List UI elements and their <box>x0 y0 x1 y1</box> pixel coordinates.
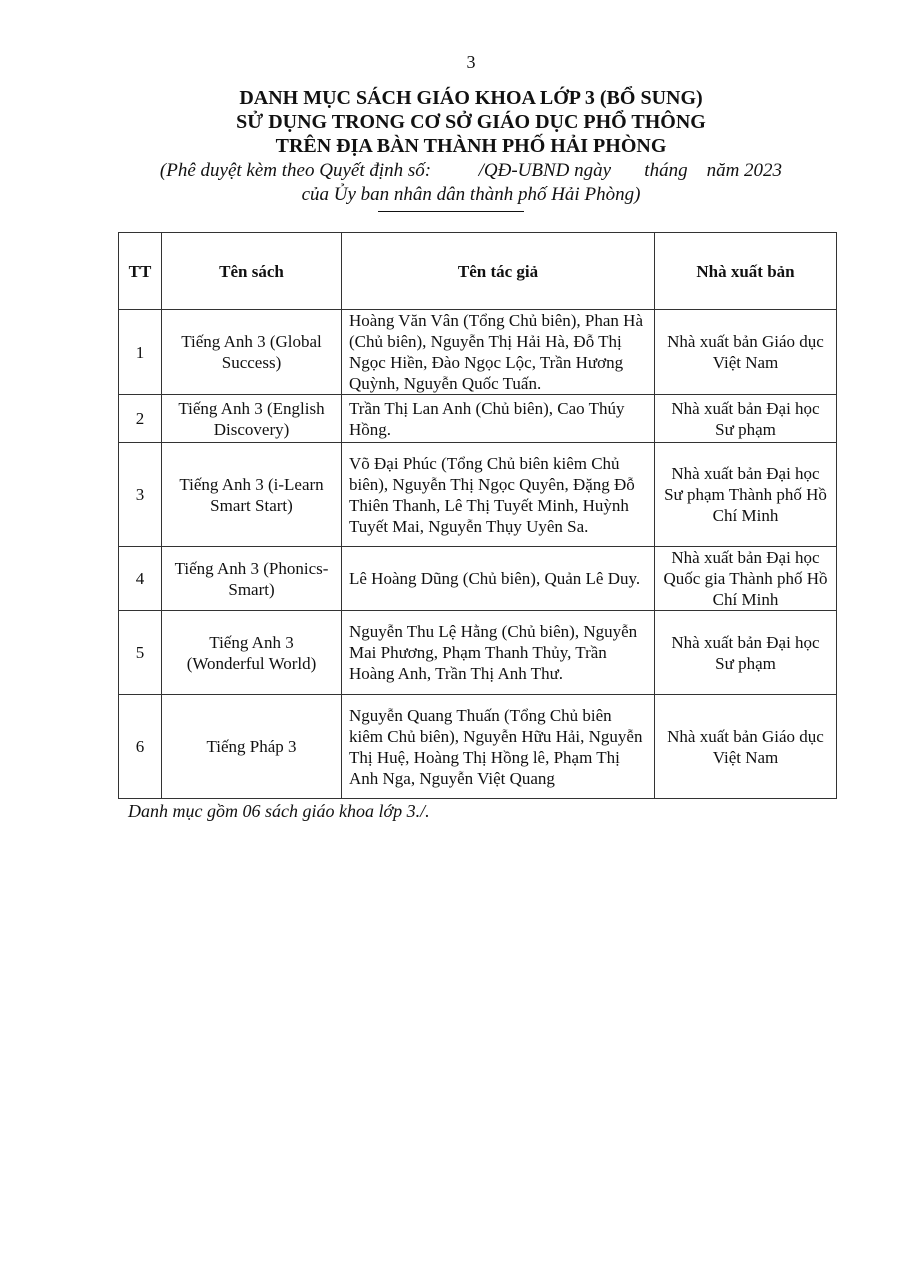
textbook-table <box>118 232 837 799</box>
book-title: Tiếng Pháp 3 <box>162 695 342 799</box>
book-publisher: Nhà xuất bản Đại học Quốc gia Thành phố Hồ Chí Minh <box>655 547 837 611</box>
header-authors: Tên tác giả <box>342 233 655 310</box>
row-number: 2 <box>119 395 162 443</box>
table-row <box>119 395 837 443</box>
book-title: Tiếng Anh 3 (i-Learn Smart Start) <box>162 443 342 547</box>
table-header-row <box>119 233 837 310</box>
header-publisher: Nhà xuất bản <box>655 233 837 310</box>
row-number: 6 <box>119 695 162 799</box>
row-number: 5 <box>119 611 162 695</box>
table-row <box>119 310 837 395</box>
table-row <box>119 547 837 611</box>
document-heading <box>0 86 900 158</box>
book-publisher: Nhà xuất bản Giáo dục Việt Nam <box>655 310 837 395</box>
approval-line-1: (Phê duyệt kèm theo Quyết định số: /QĐ-UBND ngày tháng năm 2023 <box>159 160 783 181</box>
book-authors: Trần Thị Lan Anh (Chủ biên), Cao Thúy Hồng. <box>342 395 655 443</box>
book-authors: Nguyễn Thu Lệ Hằng (Chủ biên), Nguyễn Mai Phương, Phạm Thanh Thủy, Trần Hoàng Anh, Trần Thị Anh Thư. <box>342 611 655 695</box>
book-title: Tiếng Anh 3 (Wonderful World) <box>162 611 342 695</box>
book-publisher: Nhà xuất bản Đại học Sư phạm Thành phố Hồ Chí Minh <box>655 443 837 547</box>
table-row <box>119 695 837 799</box>
book-title: Tiếng Anh 3 (Global Success) <box>162 310 342 395</box>
book-authors: Võ Đại Phúc (Tổng Chủ biên kiêm Chủ biên), Nguyễn Thị Ngọc Quyên, Đặng Đỗ Thiên Thanh, Lê Thị Tuyết Minh, Huỳnh Tuyết Mai, Nguyễn Thụy Uyên Sa. <box>342 443 655 547</box>
header-title: Tên sách <box>162 233 342 310</box>
footer-note: Danh mục gồm 06 sách giáo khoa lớp 3./. <box>128 801 430 821</box>
header-tt: TT <box>119 233 162 310</box>
approval-line-2: của Ủy ban nhân dân thành phố Hải Phòng) <box>301 184 641 205</box>
title-underline <box>378 211 524 212</box>
row-number: 4 <box>119 547 162 611</box>
book-title: Tiếng Anh 3 (English Discovery) <box>162 395 342 443</box>
row-number: 3 <box>119 443 162 547</box>
table-row <box>119 443 837 547</box>
row-number: 1 <box>119 310 162 395</box>
book-publisher: Nhà xuất bản Đại học Sư phạm <box>655 395 837 443</box>
heading-line-2: SỬ DỤNG TRONG CƠ SỞ GIÁO DỤC PHỔ THÔNG <box>236 111 706 133</box>
heading-line-3: TRÊN ĐỊA BÀN THÀNH PHỐ HẢI PHÒNG <box>275 135 667 157</box>
book-publisher: Nhà xuất bản Giáo dục Việt Nam <box>655 695 837 799</box>
table-row <box>119 611 837 695</box>
book-title: Tiếng Anh 3 (Phonics- Smart) <box>162 547 342 611</box>
book-authors: Nguyễn Quang Thuấn (Tổng Chủ biên kiêm Chủ biên), Nguyễn Hữu Hải, Nguyễn Thị Huệ, Hoàng Thị Hồng lê, Phạm Thị Anh Nga, Nguyễn Việt Quang <box>342 695 655 799</box>
page-number: 3 <box>466 52 476 72</box>
book-authors: Hoàng Văn Vân (Tổng Chủ biên), Phan Hà (Chủ biên), Nguyễn Thị Hải Hà, Đỗ Thị Ngọc Hiền, Đào Ngọc Lộc, Trần Hương Quỳnh, Nguyễn Quốc Tuấn. <box>342 310 655 395</box>
heading-line-1: DANH MỤC SÁCH GIÁO KHOA LỚP 3 (BỔ SUNG) <box>239 87 703 109</box>
book-authors: Lê Hoàng Dũng (Chủ biên), Quản Lê Duy. <box>342 547 655 611</box>
book-publisher: Nhà xuất bản Đại học Sư phạm <box>655 611 837 695</box>
